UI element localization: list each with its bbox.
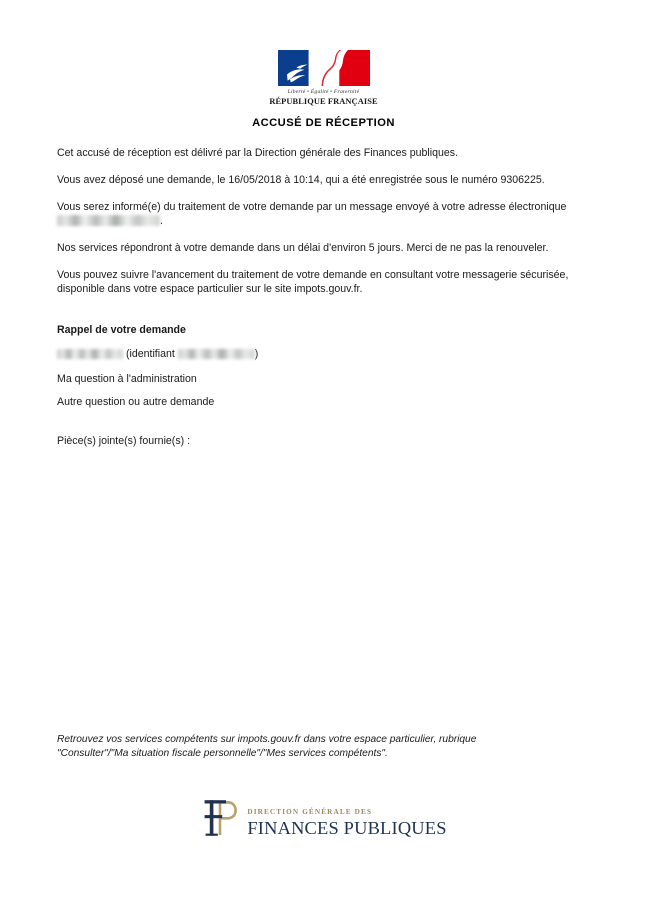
- redacted-user-name: [57, 349, 123, 359]
- republic-motto: [288, 89, 360, 95]
- request-subject: Ma question à l'administration: [57, 373, 197, 385]
- footer-note: [57, 733, 577, 761]
- republic-label: RÉPUBLIQUE FRANÇAISE: [269, 97, 378, 106]
- request-category: Autre question ou autre demande: [57, 396, 215, 408]
- motto-separator-2: •: [330, 89, 333, 95]
- dgfip-line-top: DIRECTION GÉNÉRALE DES: [247, 808, 373, 817]
- redacted-email: [57, 215, 160, 226]
- footer-note-line-1: Retrouvez vos services compétents sur impots.gouv.fr dans votre espace particulier, rubrique: [57, 734, 477, 745]
- dgfip-fp-monogram: [200, 797, 240, 838]
- document-body: [57, 146, 592, 448]
- dgfip-line-main: FINANCES PUBLIQUES: [247, 817, 447, 838]
- french-republic-marianne-logo: [278, 50, 370, 86]
- page-title: ACCUSÉ DE RÉCEPTION: [252, 117, 395, 129]
- paragraph-issuer: Cet accusé de réception est délivré par la Direction générale des Finances publiques.: [57, 147, 459, 159]
- redacted-user-identifier: [178, 349, 255, 359]
- paragraph-submission: Vous avez déposé une demande, le 16/05/2018 à 10:14, qui a été enregistrée sous le numéro 9306225.: [57, 174, 545, 186]
- identifier-label-open: (identifiant: [125, 348, 175, 360]
- paragraph-tracking: Vous pouvez suivre l'avancement du traitement de votre demande en consultant votre messagerie sécurisée, disponible dans votre espace particulier sur le site impots.gouv.fr.: [57, 269, 569, 295]
- identifier-label-close: ): [254, 348, 259, 360]
- paragraph-delay: Nos services répondront à votre demande dans un délai d'environ 5 jours. Merci de ne pas la renouveler.: [57, 242, 549, 254]
- attachments-label: Pièce(s) jointe(s) fournie(s) :: [57, 435, 191, 447]
- dgfip-logo: [0, 797, 647, 838]
- motto-egalite: Égalité: [310, 89, 329, 95]
- footer-note-line-2: "Consulter"/"Ma situation fiscale personnelle"/"Mes services compétents".: [57, 748, 388, 759]
- republic-header: [0, 50, 647, 106]
- motto-fraternite: Fraternité: [333, 89, 360, 95]
- motto-separator-1: •: [307, 89, 310, 95]
- notification-period: .: [160, 215, 163, 227]
- request-recap-heading: Rappel de votre demande: [57, 324, 186, 336]
- motto-liberte: Liberté: [287, 89, 306, 95]
- request-identity-line: [57, 347, 592, 361]
- notification-text: Vous serez informé(e) du traitement de votre demande par un message envoyé à votre adresse électronique: [57, 201, 567, 213]
- paragraph-notification: [57, 200, 592, 228]
